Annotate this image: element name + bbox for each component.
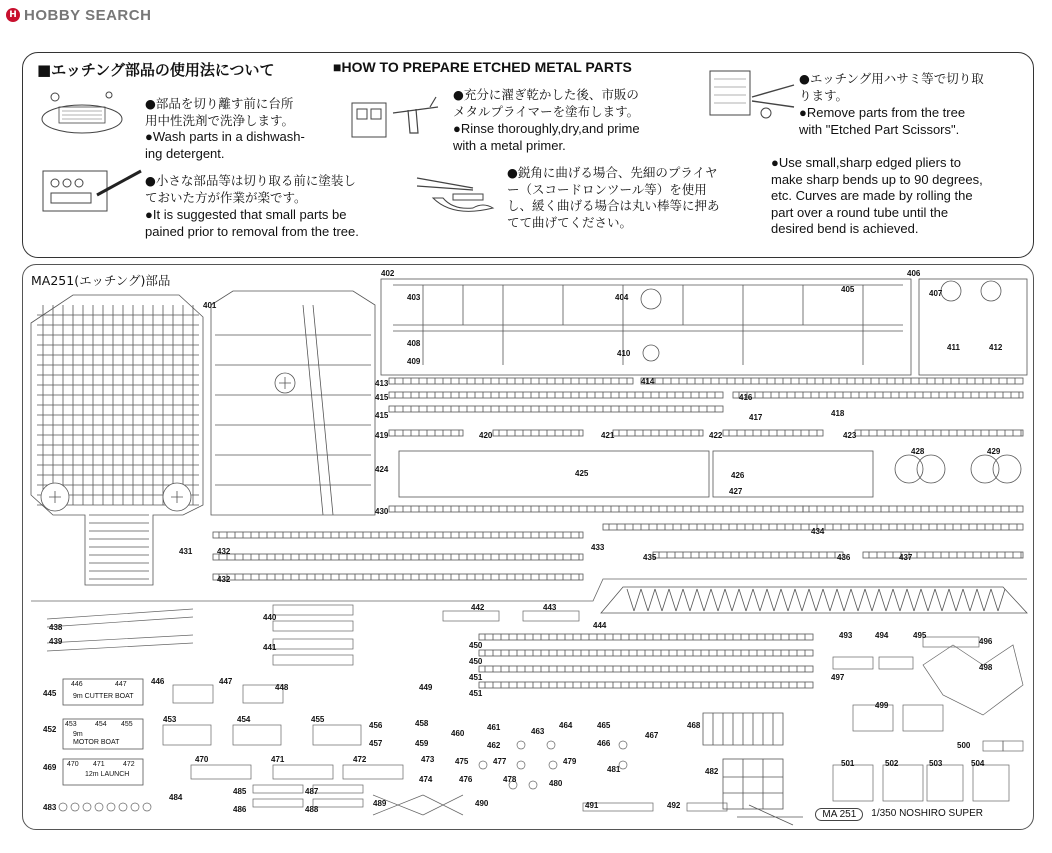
part-number: 486	[233, 805, 247, 814]
part-number: 480	[549, 779, 563, 788]
launch-label: 12m LAUNCH	[85, 771, 130, 778]
part-number: 409	[407, 357, 421, 366]
instructions-heading-jp: ■エッチング部品の使用法について	[37, 61, 275, 79]
footer-code: MA 251	[815, 808, 863, 821]
paint-before-removal-illustration	[37, 165, 147, 215]
part-number: 437	[899, 553, 913, 562]
part-number: 493	[839, 631, 853, 640]
part-number: 497	[831, 673, 845, 682]
part-number: 407	[929, 289, 943, 298]
step1-jp: ●部品を切り離す前に台所 用中性洗剤で洗浄します。	[145, 96, 295, 128]
part-number: 474	[419, 775, 433, 784]
part-number: 485	[233, 787, 247, 796]
part-number: 470	[195, 755, 209, 764]
part-number: 463	[531, 727, 545, 736]
part-number: 456	[369, 721, 383, 730]
parts-428-429	[895, 455, 1021, 483]
logo-mark-icon: H	[6, 8, 20, 22]
part-number: 460	[451, 729, 465, 738]
part-number: 421	[601, 431, 615, 440]
part-482	[723, 759, 803, 825]
boat-447-label: 447	[115, 681, 127, 688]
part-number: 466	[597, 739, 611, 748]
part-number: 444	[593, 621, 607, 630]
part-number: 453	[163, 715, 177, 724]
step3-jp: ●エッチング用ハサミ等で切り取 ります。	[799, 71, 984, 103]
part-number: 412	[989, 343, 1003, 352]
boat-472-label: 472	[123, 761, 135, 768]
part-number: 496	[979, 637, 993, 646]
part-number: 483	[43, 803, 57, 812]
part-number: 462	[487, 741, 501, 750]
part-number: 439	[49, 637, 63, 646]
part-number: 424	[375, 465, 389, 474]
part-number: 473	[421, 755, 435, 764]
part-number: 494	[875, 631, 889, 640]
part-number: 481	[607, 765, 621, 774]
part-number: 432	[217, 547, 231, 556]
part-number: 419	[375, 431, 389, 440]
part-number: 454	[237, 715, 251, 724]
part-number: 406	[907, 269, 921, 278]
part-number: 431	[179, 547, 193, 556]
part-number: 415	[375, 411, 389, 420]
instructions-heading-en: ■HOW TO PREPARE ETCHED METAL PARTS	[333, 59, 632, 75]
part-number: 402	[381, 269, 395, 278]
part-number: 442	[471, 603, 485, 612]
step4-jp: ●小さな部品等は切り取る前に塗装し ておいた方が作業が楽です。	[145, 173, 356, 205]
part-number: 429	[987, 447, 1001, 456]
cutter-boat-label: 9m CUTTER BOAT	[73, 693, 134, 700]
part-number: 487	[305, 787, 319, 796]
part-number: 482	[705, 767, 719, 776]
part-number: 443	[543, 603, 557, 612]
part-number: 499	[875, 701, 889, 710]
part-number: 416	[739, 393, 753, 402]
part-number: 430	[375, 507, 389, 516]
step3-en: ●Remove parts from the tree with "Etched Part Scissors".	[799, 105, 966, 137]
part-number: 471	[271, 755, 285, 764]
part-number: 498	[979, 663, 993, 672]
part-number: 504	[971, 759, 985, 768]
part-number: 432	[217, 575, 231, 584]
deck-plate	[211, 291, 375, 515]
part-number: 447	[219, 677, 233, 686]
part-number: 403	[407, 293, 421, 302]
part-number: 408	[407, 339, 421, 348]
motor-boat-label-2: MOTOR BOAT	[73, 739, 120, 746]
step2-en: ●Rinse thoroughly,dry,and prime with a metal primer.	[453, 121, 640, 153]
scissors-illustration	[706, 67, 798, 122]
site-logo[interactable]	[6, 5, 151, 25]
part-468	[703, 713, 783, 745]
part-444-crane	[601, 587, 1027, 613]
part-number: 411	[947, 343, 960, 352]
part-number: 476	[459, 775, 473, 784]
part-number: 438	[49, 623, 63, 632]
part-number: 420	[479, 431, 493, 440]
step6-en: ●Use small,sharp edged pliers to make sharp bends up to 90 degrees, etc. Curves are made by rolling the part over a round tube until the desired bend is achieved.	[771, 155, 983, 236]
part-number: 458	[415, 719, 429, 728]
part-number: 502	[885, 759, 899, 768]
step1-en: ●Wash parts in a dishwash- ing detergent.	[145, 129, 305, 161]
part-number: 415	[375, 393, 389, 402]
part-number: 468	[687, 721, 701, 730]
wash-parts-illustration	[37, 89, 127, 139]
instructions-panel	[22, 52, 1034, 258]
part-number: 451	[469, 673, 483, 682]
part-number: 478	[503, 775, 517, 784]
part-number: 425	[575, 469, 589, 478]
part-number: 472	[353, 755, 367, 764]
railing-strips	[213, 378, 1023, 688]
sheet-footer	[815, 808, 983, 821]
part-number: 423	[843, 431, 857, 440]
part-number: 465	[597, 721, 611, 730]
part-number: 427	[729, 487, 743, 496]
part-number: 401	[203, 301, 217, 310]
part-number: 464	[559, 721, 573, 730]
part-number: 441	[263, 643, 277, 652]
part-number: 450	[469, 641, 483, 650]
part-number: 450	[469, 657, 483, 666]
part-number: 452	[43, 725, 57, 734]
part-number: 457	[369, 739, 383, 748]
part-number: 479	[563, 757, 577, 766]
part-number: 492	[667, 801, 681, 810]
part-number: 489	[373, 799, 387, 808]
part-number: 459	[415, 739, 429, 748]
part-number: 435	[643, 553, 657, 562]
part-number: 503	[929, 759, 943, 768]
part-number: 428	[911, 447, 925, 456]
part-number: 446	[151, 677, 165, 686]
part-number: 461	[487, 723, 501, 732]
part-number: 477	[493, 757, 507, 766]
part-number: 501	[841, 759, 855, 768]
footer-text: 1/350 NOSHIRO SUPER	[871, 808, 983, 819]
part-number: 455	[311, 715, 325, 724]
part-number: 475	[455, 757, 469, 766]
part-number: 404	[615, 293, 629, 302]
part-number: 451	[469, 689, 483, 698]
part-number: 436	[837, 553, 851, 562]
part-number: 448	[275, 683, 289, 692]
primer-airbrush-illustration	[348, 93, 448, 143]
boat-471-label: 471	[93, 761, 105, 768]
part-number: 467	[645, 731, 659, 740]
boat-470-label: 470	[67, 761, 79, 768]
etched-parts-sheet	[22, 264, 1034, 830]
step2-jp: ●充分に濯ぎ乾かした後、市販の メタルプライマーを塗布します。	[453, 87, 640, 119]
part-number: 440	[263, 613, 277, 622]
part-number: 449	[419, 683, 433, 692]
pliers-illustration	[413, 168, 508, 223]
part-number: 414	[641, 377, 655, 386]
part-number: 490	[475, 799, 489, 808]
part-number: 418	[831, 409, 845, 418]
motor-boat-label-1: 9m	[73, 731, 83, 738]
part-number: 434	[811, 527, 825, 536]
part-number: 433	[591, 543, 605, 552]
part-number: 417	[749, 413, 763, 422]
part-number: 469	[43, 763, 57, 772]
parts-drawing	[23, 265, 1034, 830]
part-number: 445	[43, 689, 57, 698]
boat-455-label: 455	[121, 721, 133, 728]
part-401-deck	[31, 295, 203, 585]
part-number: 484	[169, 793, 183, 802]
logo-text: HOBBY SEARCH	[24, 6, 152, 24]
step4-en: ●It is suggested that small parts be pained prior to removal from the tree.	[145, 207, 359, 239]
sheet-title: MA251(エッチング)部品	[31, 273, 171, 288]
boat-454-label: 454	[95, 721, 107, 728]
boat-453-label: 453	[65, 721, 77, 728]
boat-446-label: 446	[71, 681, 83, 688]
part-number: 495	[913, 631, 927, 640]
part-number: 491	[585, 801, 599, 810]
part-number: 410	[617, 349, 631, 358]
part-number: 426	[731, 471, 745, 480]
part-number: 422	[709, 431, 723, 440]
part-number: 405	[841, 285, 855, 294]
step5-jp: ●鋭角に曲げる場合、先細のプライヤ ー（スコードロンツール等）を使用 し、緩く曲げる場合は丸い棒等に押あ てて曲げてください。	[507, 165, 720, 230]
part-number: 413	[375, 379, 389, 388]
part-number: 488	[305, 805, 319, 814]
part-number: 500	[957, 741, 971, 750]
